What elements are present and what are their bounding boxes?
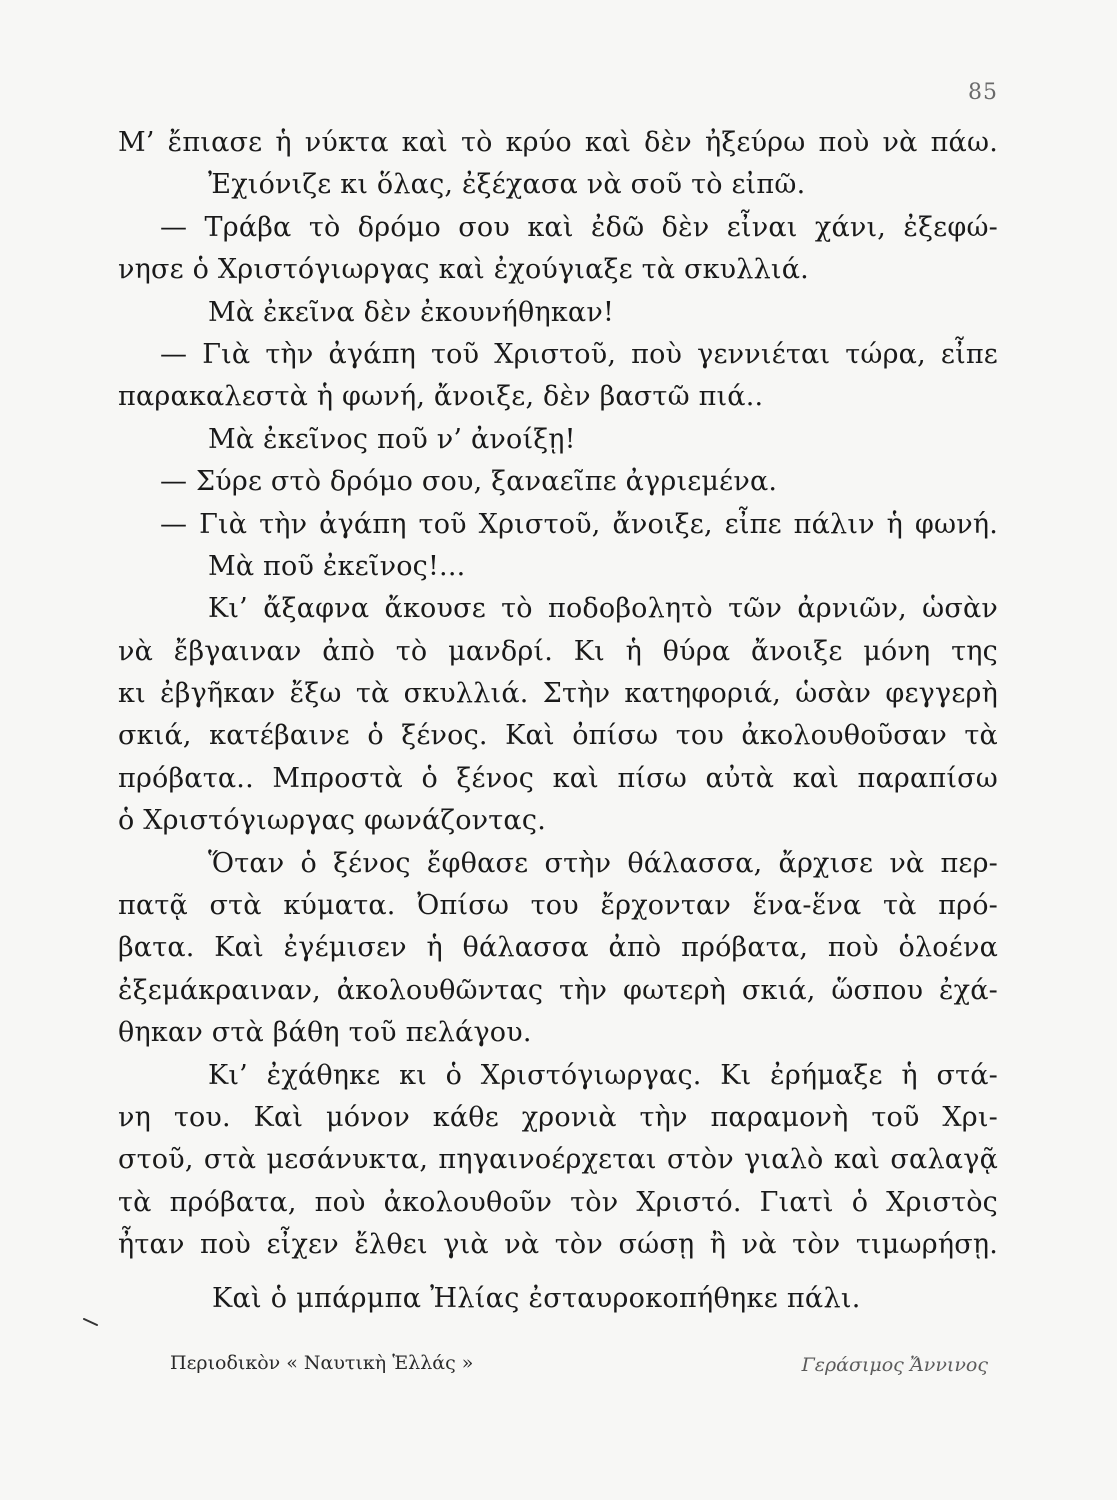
text-line: ὁ Χριστόγιωργας φωνάζοντας.: [118, 805, 546, 837]
text-line: πρόβατα.. Μπροστὰ ὁ ξένος καὶ πίσω αὐτὰ καὶ παραπίσω: [118, 762, 998, 794]
text-line: Κι’ ἐχάθηκε κι ὁ Χριστόγιωργας. Κι ἐρήμαξε ἡ στά-: [208, 1059, 998, 1091]
text-line: Μ’ ἔπιασε ἡ νύκτα καὶ τὸ κρύο καὶ δὲν ἠξεύρω ποὺ νὰ πάω.: [118, 127, 998, 158]
text-line: παρακαλεστὰ ἡ φωνή, ἄνοιξε, δὲν βαστῶ πιά..: [118, 381, 764, 413]
footer-author: Γεράσιμος Ἄννινος: [801, 1354, 988, 1376]
text-line: νησε ὁ Χριστόγιωργας καὶ ἐχούγιαξε τὰ σκυλλιά.: [118, 254, 809, 286]
text-line: βατα. Καὶ ἐγέμισεν ἡ θάλασσα ἀπὸ πρόβατα, ποὺ ὁλοένα: [118, 932, 998, 964]
text-line: Μὰ ἐκεῖνος ποῦ ν’ ἀνοίξῃ!: [208, 423, 576, 455]
footer-source: Περιοδικὸν « Ναυτικὴ Ἑλλάς »: [170, 1352, 474, 1374]
text-line: ἦταν ποὺ εἶχεν ἔλθει γιὰ νὰ τὸν σώσῃ ἢ νὰ τὸν τιμωρήσῃ.: [118, 1229, 998, 1261]
page-number: 85: [968, 80, 998, 105]
text-line: Ὅταν ὁ ξένος ἔφθασε στὴν θάλασσα, ἄρχισε νὰ περ-: [208, 847, 998, 879]
text-line: τὰ πρόβατα, ποὺ ἀκολουθοῦν τὸν Χριστό. Γιατὶ ὁ Χριστὸς: [118, 1186, 998, 1218]
text-line: Ἐχιόνιζε κι ὅλας, ἐξέχασα νὰ σοῦ τὸ εἰπῶ.: [208, 169, 806, 201]
text-line: στοῦ, στὰ μεσάνυκτα, πηγαινοέρχεται στὸν γιαλὸ καὶ σαλαγᾷ: [118, 1144, 998, 1176]
text-line: νη του. Καὶ μόνον κάθε χρονιὰ τὴν παραμονὴ τοῦ Χρι-: [118, 1101, 998, 1133]
text-line: σκιά, κατέβαινε ὁ ξένος. Καὶ ὀπίσω του ἀκολουθοῦσαν τὰ: [118, 720, 998, 752]
text-line: Μὰ ποῦ ἐκεῖνος!...: [208, 550, 466, 582]
closing-line: Καὶ ὁ μπάρμπα Ἠλίας ἐσταυροκοπήθηκε πάλι.: [212, 1283, 861, 1314]
margin-mark: [83, 1318, 99, 1326]
text-line: νὰ ἔβγαιναν ἀπὸ τὸ μανδρί. Κι ἡ θύρα ἄνοιξε μόνη της: [118, 635, 998, 667]
text-line: Μὰ ἐκεῖνα δὲν ἐκουνήθηκαν!: [208, 296, 614, 328]
text-line: — Σύρε στὸ δρόμο σου, ξαναεῖπε ἀγριεμένα.: [160, 466, 778, 498]
body-text: [118, 122, 998, 1267]
text-line: θηκαν στὰ βάθη τοῦ πελάγου.: [118, 1017, 532, 1049]
text-line: — Γιὰ τὴν ἀγάπη τοῦ Χριστοῦ, ἄνοιξε, εἶπε πάλιν ἡ φωνή.: [160, 508, 998, 540]
text-line: — Τράβα τὸ δρόμο σου καὶ ἐδῶ δὲν εἶναι χάνι, ἐξεφώ-: [160, 211, 998, 243]
text-line: — Γιὰ τὴν ἀγάπη τοῦ Χριστοῦ, ποὺ γεννιέται τώρα, εἶπε: [160, 338, 998, 370]
text-line: ἐξεμάκραιναν, ἀκολουθῶντας τὴν φωτερὴ σκιά, ὥσπου ἐχά-: [118, 974, 998, 1006]
text-line: Κι’ ἄξαφνα ἄκουσε τὸ ποδοβολητὸ τῶν ἀρνιῶν, ὡσὰν: [208, 593, 998, 625]
text-line: πατᾷ στὰ κύματα. Ὀπίσω του ἔρχονταν ἕνα-ἕνα τὰ πρό-: [118, 890, 998, 922]
text-line: κι ἐβγῆκαν ἔξω τὰ σκυλλιά. Στὴν κατηφοριά, ὡσὰν φεγγερὴ: [118, 678, 998, 710]
